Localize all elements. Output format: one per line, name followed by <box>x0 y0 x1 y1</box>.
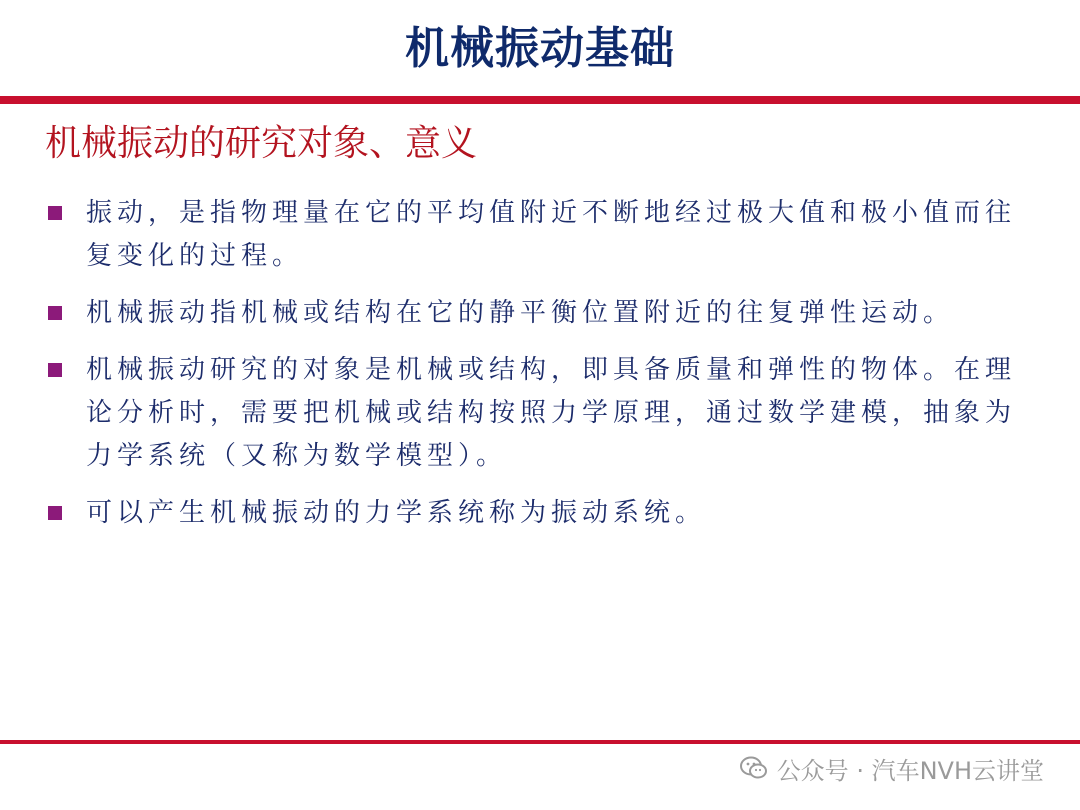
square-bullet-icon <box>48 206 62 220</box>
bullet-item <box>40 349 1040 478</box>
slide-title: 机械振动基础 <box>405 23 675 74</box>
bullet-text: 可以产生机械振动的力学系统称为振动系统。 <box>86 498 707 528</box>
square-bullet-icon <box>48 506 62 520</box>
wechat-icon <box>739 753 769 783</box>
bullet-text: 机械振动指机械或结构在它的静平衡位置附近的往复弹性运动。 <box>86 298 955 328</box>
watermark-text: 公众号 · 汽车NVH云讲堂 <box>776 756 1044 785</box>
bullet-text: 机械振动研究的对象是机械或结构，即具备质量和弹性的物体。在理论分析时，需要把机械或结构按照力学原理，通过数学建模，抽象为力学系统（又称为数学模型）。 <box>86 355 1017 471</box>
bullet-item <box>40 492 1040 535</box>
bullet-text: 振动，是指物理量在它的平均值附近不断地经过极大值和极小值而往复变化的过程。 <box>86 198 1017 271</box>
bullet-list <box>40 192 1040 549</box>
bullet-item <box>40 292 1040 335</box>
footer-divider <box>0 740 1080 744</box>
watermark <box>739 748 1044 788</box>
slide-subtitle: 机械振动的研究对象、意义 <box>45 123 478 164</box>
square-bullet-icon <box>48 306 62 320</box>
title-divider <box>0 96 1080 104</box>
square-bullet-icon <box>48 363 62 377</box>
bullet-item <box>40 192 1040 278</box>
